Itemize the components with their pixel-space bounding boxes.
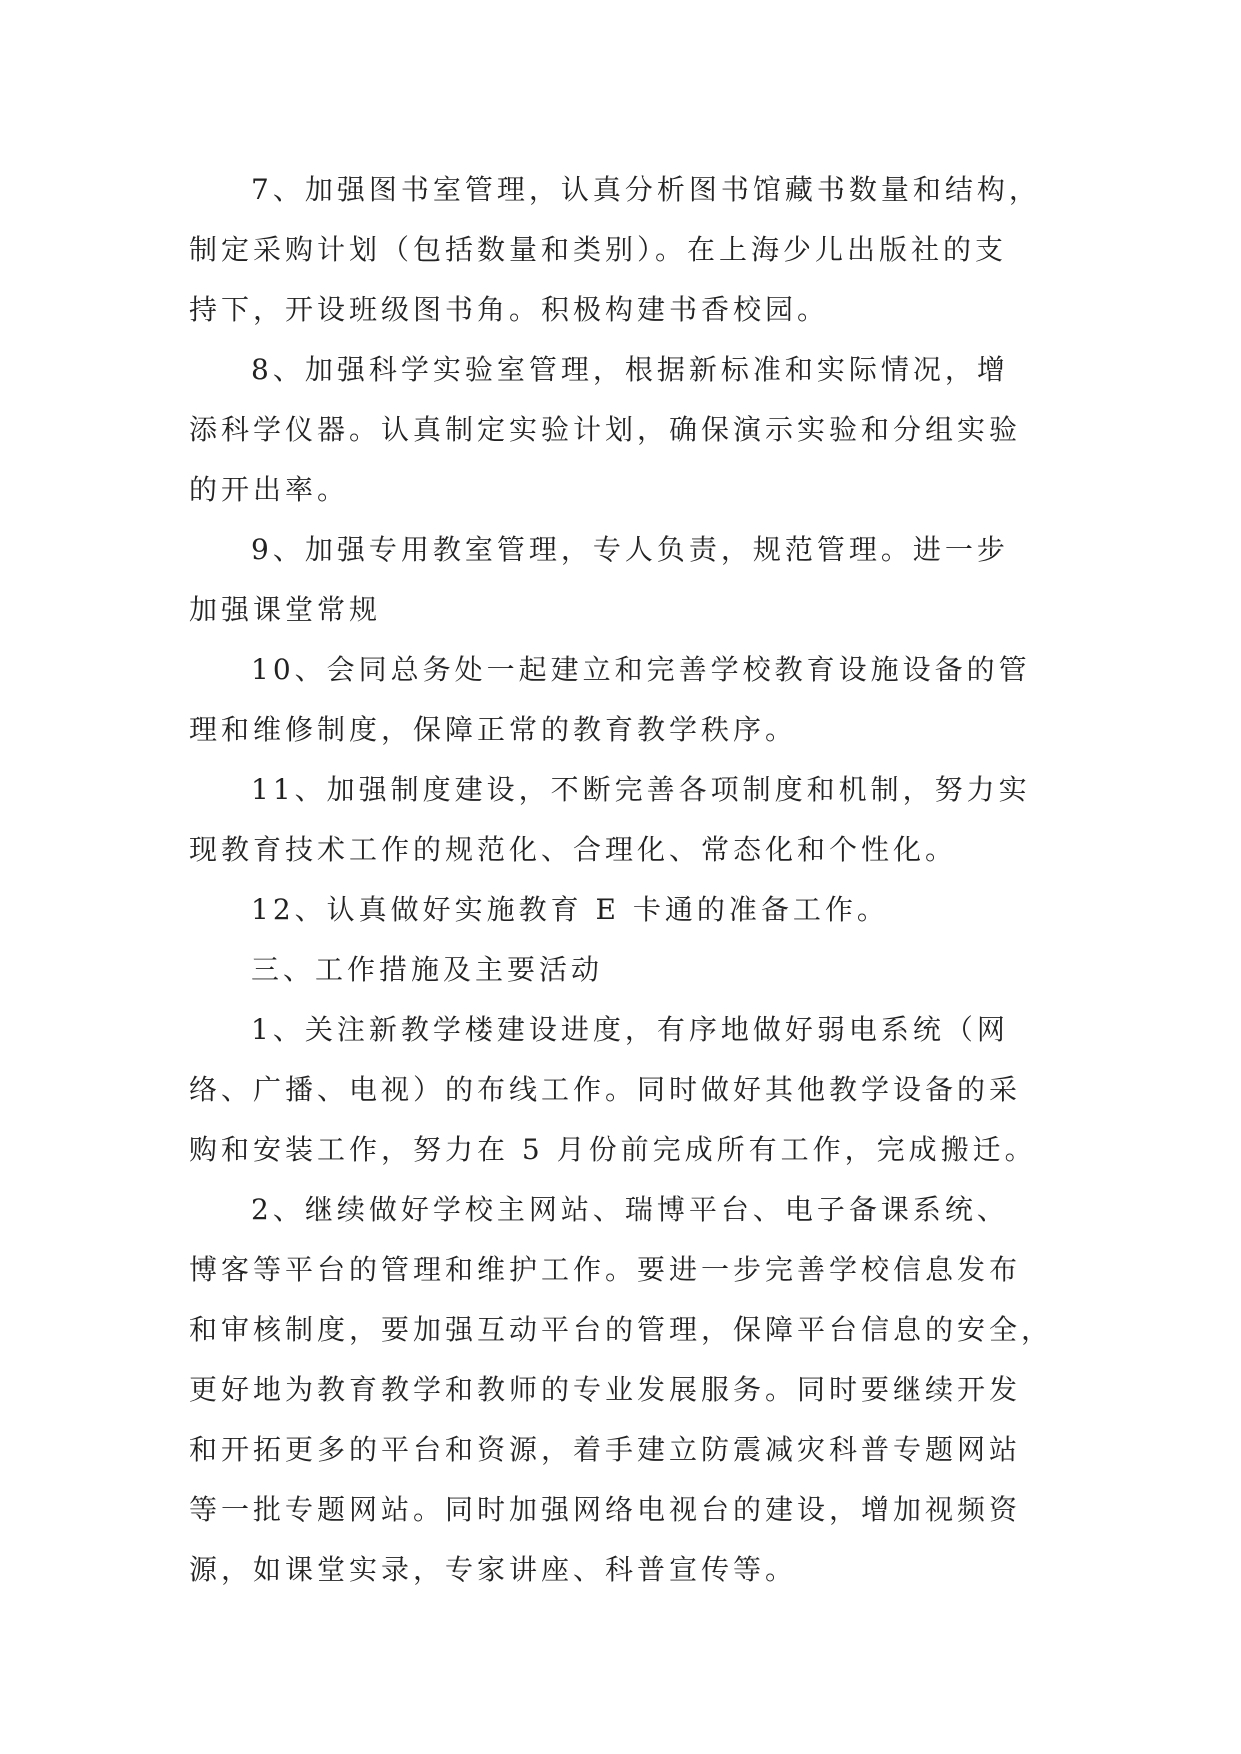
text-line: 和审核制度，要加强互动平台的管理，保障平台信息的安全， xyxy=(189,1313,1054,1346)
text-line: 更好地为教育教学和教师的专业发展服务。同时要继续开发 xyxy=(189,1373,1022,1406)
text-line: 10、会同总务处一起建立和完善学校教育设施设备的管 xyxy=(251,653,1031,686)
text-line: 络、广播、电视）的布线工作。同时做好其他教学设备的采 xyxy=(189,1073,1022,1106)
paragraph-9 xyxy=(189,520,1069,640)
text-line: 理和维修制度，保障正常的教育教学秩序。 xyxy=(189,713,798,746)
paragraph-11 xyxy=(189,760,1069,880)
text-line: 制定采购计划（包括数量和类别）。在上海少儿出版社的支 xyxy=(189,233,1008,266)
text-line: 加强课堂常规 xyxy=(189,593,382,626)
text-line: 2、继续做好学校主网站、瑞博平台、电子备课系统、 xyxy=(251,1193,1009,1226)
paragraph-12 xyxy=(189,880,1069,940)
text-line: 8、加强科学实验室管理，根据新标准和实际情况，增 xyxy=(251,353,1009,386)
text-line: 9、加强专用教室管理，专人负责，规范管理。进一步 xyxy=(251,533,1009,566)
text-line: 现教育技术工作的规范化、合理化、常态化和个性化。 xyxy=(189,833,958,866)
section-title: 三、工作措施及主要活动 xyxy=(251,953,604,986)
text-line: 和开拓更多的平台和资源，着手建立防震减灾科普专题网站 xyxy=(189,1433,1022,1466)
text-line: 7、加强图书室管理，认真分析图书馆藏书数量和结构， xyxy=(251,173,1041,206)
text-line: 等一批专题网站。同时加强网络电视台的建设，增加视频资 xyxy=(189,1493,1022,1526)
paragraph-8 xyxy=(189,340,1069,520)
text-line: 12、认真做好实施教育 E 卡通的准备工作。 xyxy=(251,893,889,926)
measure-2 xyxy=(189,1180,1069,1600)
section-heading xyxy=(189,940,1069,1000)
document-body xyxy=(189,160,1069,1600)
text-line: 持下，开设班级图书角。积极构建书香校园。 xyxy=(189,293,830,326)
text-line: 11、加强制度建设，不断完善各项制度和机制，努力实 xyxy=(251,773,1031,806)
paragraph-7 xyxy=(189,160,1069,340)
text-line: 添科学仪器。认真制定实验计划，确保演示实验和分组实验 xyxy=(189,413,1022,446)
text-line: 源，如课堂实录，专家讲座、科普宣传等。 xyxy=(189,1553,798,1586)
text-line: 1、关注新教学楼建设进度，有序地做好弱电系统（网 xyxy=(251,1013,1009,1046)
text-line: 的开出率。 xyxy=(189,473,350,506)
text-line: 博客等平台的管理和维护工作。要进一步完善学校信息发布 xyxy=(189,1253,1022,1286)
text-line: 购和安装工作，努力在 5 月份前完成所有工作，完成搬迁。 xyxy=(189,1133,1037,1166)
paragraph-10 xyxy=(189,640,1069,760)
measure-1 xyxy=(189,1000,1069,1180)
